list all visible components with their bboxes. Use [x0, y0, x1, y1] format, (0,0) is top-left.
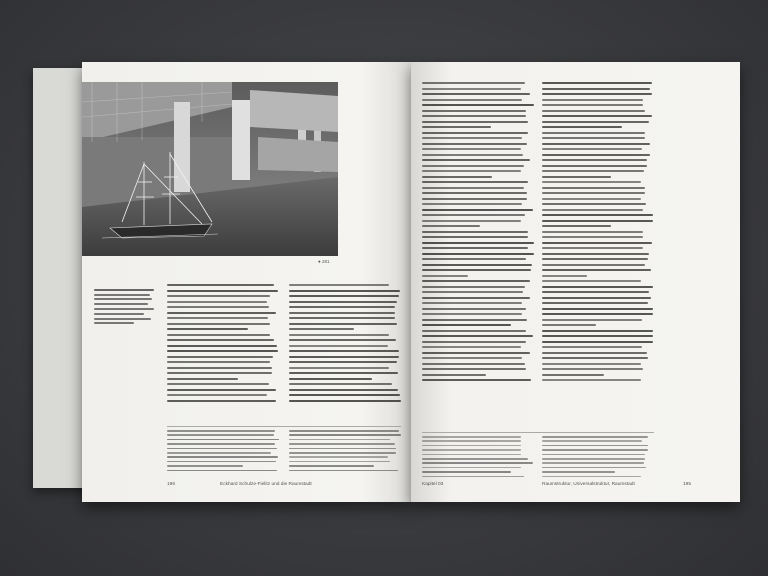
text-line — [167, 306, 269, 308]
text-line — [422, 192, 527, 194]
text-line — [542, 341, 653, 343]
photo-number: ● 281 — [318, 259, 330, 264]
text-line — [422, 187, 524, 189]
text-line — [167, 465, 243, 467]
text-line — [289, 465, 374, 467]
text-line — [542, 275, 587, 277]
text-line — [422, 297, 530, 299]
text-line — [422, 330, 526, 332]
text-line — [422, 379, 531, 381]
text-line — [422, 319, 527, 321]
text-line — [542, 319, 642, 321]
text-line — [542, 126, 622, 128]
text-line — [542, 379, 641, 381]
text-line — [422, 352, 530, 354]
text-line — [542, 374, 604, 376]
text-line — [289, 470, 398, 472]
text-line — [289, 394, 400, 396]
text-line — [422, 126, 491, 128]
text-line — [422, 137, 522, 139]
text-line — [422, 264, 532, 266]
text-line — [289, 378, 372, 380]
text-line — [542, 308, 653, 310]
text-line — [422, 247, 528, 249]
text-line — [289, 361, 397, 363]
text-line — [542, 302, 648, 304]
text-line — [422, 99, 522, 101]
text-line — [422, 445, 521, 447]
right-page-footnotes-2 — [542, 436, 654, 480]
text-line — [289, 443, 395, 445]
text-line — [542, 220, 653, 222]
text-line — [542, 214, 653, 216]
left-running-title: Eckhard Schulze-Fielitz und die Raumstadt — [220, 482, 312, 487]
text-line — [289, 334, 389, 336]
text-line — [422, 143, 527, 145]
text-line — [542, 324, 596, 326]
text-line — [422, 335, 533, 337]
text-line — [167, 434, 274, 436]
text-line — [422, 115, 526, 117]
text-line — [542, 471, 615, 473]
text-line — [167, 470, 277, 472]
text-line — [289, 461, 390, 463]
text-line — [289, 356, 399, 358]
text-line — [542, 88, 650, 90]
text-line — [542, 143, 650, 145]
text-line — [542, 181, 641, 183]
text-line — [289, 306, 395, 308]
text-line — [542, 154, 650, 156]
text-line — [422, 280, 530, 282]
text-line — [542, 165, 647, 167]
text-line — [167, 383, 269, 385]
text-line — [422, 346, 521, 348]
text-line — [167, 339, 274, 341]
text-line — [167, 290, 278, 292]
text-line — [542, 352, 647, 354]
text-line — [542, 121, 649, 123]
text-line — [289, 434, 401, 436]
text-line — [542, 115, 652, 117]
text-line — [167, 312, 276, 314]
text-line — [422, 341, 526, 343]
text-line — [542, 203, 646, 205]
text-line — [422, 253, 534, 255]
text-line — [289, 312, 395, 314]
figure-caption — [94, 286, 156, 327]
text-line — [167, 350, 278, 352]
text-line — [422, 308, 526, 310]
text-line — [422, 225, 480, 227]
text-line — [422, 374, 486, 376]
left-page-text-column-1 — [167, 284, 279, 405]
text-line — [422, 214, 525, 216]
left-page — [82, 62, 411, 502]
text-line — [542, 335, 653, 337]
text-line — [167, 367, 272, 369]
text-line — [542, 192, 645, 194]
text-line — [542, 291, 649, 293]
text-line — [542, 93, 652, 95]
text-line — [167, 448, 277, 450]
text-line — [542, 297, 651, 299]
open-book — [27, 62, 741, 502]
text-line — [289, 323, 397, 325]
text-line — [289, 284, 389, 286]
text-line — [167, 284, 274, 286]
text-line — [422, 82, 525, 84]
text-line — [422, 209, 533, 211]
right-page-text-column-1 — [422, 82, 534, 385]
text-line — [542, 176, 611, 178]
text-line — [542, 357, 648, 359]
text-line — [542, 159, 647, 161]
text-line — [289, 372, 398, 374]
text-line — [289, 339, 396, 341]
text-line — [167, 361, 270, 363]
text-line — [167, 323, 270, 325]
text-line — [422, 313, 522, 315]
text-line — [422, 462, 533, 464]
footnote-rule — [167, 426, 401, 427]
text-line — [542, 187, 645, 189]
text-line — [422, 88, 521, 90]
text-line — [289, 389, 398, 391]
text-line — [542, 269, 651, 271]
left-page-number: 196 — [167, 482, 176, 487]
text-line — [422, 476, 524, 478]
right-page-text-column-2 — [542, 82, 654, 385]
text-line — [167, 334, 270, 336]
text-line — [167, 328, 248, 330]
text-line — [167, 301, 267, 303]
text-line — [167, 317, 268, 319]
text-line — [289, 345, 388, 347]
text-line — [542, 231, 643, 233]
right-page-number: 195 — [683, 482, 692, 487]
text-line — [289, 328, 354, 330]
text-line — [422, 471, 511, 473]
text-line — [167, 456, 278, 458]
text-line — [289, 295, 399, 297]
text-line — [167, 356, 273, 358]
text-line — [167, 345, 277, 347]
text-line — [289, 301, 397, 303]
text-line — [542, 363, 641, 365]
text-line — [422, 454, 521, 456]
text-line — [422, 176, 492, 178]
text-line — [167, 372, 272, 374]
text-line — [542, 436, 648, 438]
left-page-text-column-2 — [289, 284, 401, 405]
text-line — [422, 159, 530, 161]
text-line — [542, 440, 642, 442]
text-line — [542, 462, 644, 464]
text-line — [167, 378, 238, 380]
right-page — [411, 62, 740, 502]
text-line — [167, 389, 276, 391]
text-line — [542, 313, 653, 315]
text-line — [167, 439, 279, 441]
text-line — [422, 132, 528, 134]
text-line — [289, 367, 389, 369]
left-page-footnotes-1 — [167, 430, 279, 474]
text-line — [422, 198, 527, 200]
text-line — [542, 258, 648, 260]
text-line — [542, 242, 652, 244]
text-line — [167, 295, 270, 297]
text-line — [422, 440, 521, 442]
text-line — [289, 383, 392, 385]
text-line — [422, 121, 528, 123]
text-line — [542, 132, 645, 134]
footnote-rule — [422, 432, 654, 433]
text-line — [422, 363, 525, 365]
text-line — [422, 181, 528, 183]
text-line — [167, 452, 271, 454]
text-line — [422, 467, 521, 469]
right-page-footnotes-1 — [422, 436, 534, 480]
left-page-footnotes-2 — [289, 430, 401, 474]
text-line — [422, 357, 522, 359]
text-line — [542, 253, 649, 255]
text-line — [542, 445, 648, 447]
text-line — [422, 275, 468, 277]
text-line — [289, 456, 388, 458]
text-line — [542, 286, 653, 288]
text-line — [542, 330, 653, 332]
text-line — [542, 346, 642, 348]
text-line — [167, 400, 276, 402]
text-line — [542, 247, 643, 249]
text-line — [422, 236, 528, 238]
text-line — [542, 209, 643, 211]
text-line — [167, 443, 275, 445]
text-line — [289, 452, 396, 454]
text-line — [542, 110, 645, 112]
text-line — [289, 317, 395, 319]
ship-model-photo — [82, 82, 338, 256]
text-line — [167, 394, 267, 396]
text-line — [167, 430, 275, 432]
text-line — [542, 467, 646, 469]
text-line — [542, 104, 643, 106]
text-line — [422, 436, 521, 438]
text-line — [422, 148, 521, 150]
text-line — [542, 198, 641, 200]
text-line — [542, 476, 641, 478]
text-line — [422, 242, 534, 244]
text-line — [422, 154, 523, 156]
text-line — [542, 170, 644, 172]
text-line — [422, 110, 526, 112]
text-line — [289, 448, 396, 450]
text-line — [542, 458, 645, 460]
text-line — [422, 449, 521, 451]
text-line — [422, 286, 525, 288]
text-line — [422, 291, 523, 293]
text-line — [422, 258, 526, 260]
text-line — [289, 290, 400, 292]
text-line — [422, 302, 522, 304]
text-line — [542, 137, 645, 139]
text-line — [542, 368, 643, 370]
text-line — [422, 203, 522, 205]
text-line — [542, 148, 642, 150]
text-line — [542, 449, 648, 451]
text-line — [542, 82, 652, 84]
text-line — [542, 225, 611, 227]
text-line — [167, 461, 276, 463]
text-line — [422, 269, 531, 271]
text-line — [289, 439, 390, 441]
text-line — [542, 99, 643, 101]
text-line — [422, 170, 521, 172]
text-line — [542, 280, 641, 282]
text-line — [542, 236, 643, 238]
text-line — [289, 400, 401, 402]
text-line — [289, 430, 399, 432]
text-line — [422, 165, 524, 167]
text-line — [422, 458, 528, 460]
text-line — [422, 220, 521, 222]
text-line — [422, 324, 511, 326]
text-line — [542, 454, 645, 456]
chapter-label: Kapitel 03 — [422, 482, 444, 487]
text-line — [422, 93, 530, 95]
text-line — [422, 368, 526, 370]
text-line — [422, 104, 534, 106]
right-running-title: Raumstruktur, Universalstruktur, Raumstadt — [542, 482, 635, 487]
text-line — [289, 350, 399, 352]
text-line — [422, 231, 528, 233]
text-line — [542, 264, 645, 266]
